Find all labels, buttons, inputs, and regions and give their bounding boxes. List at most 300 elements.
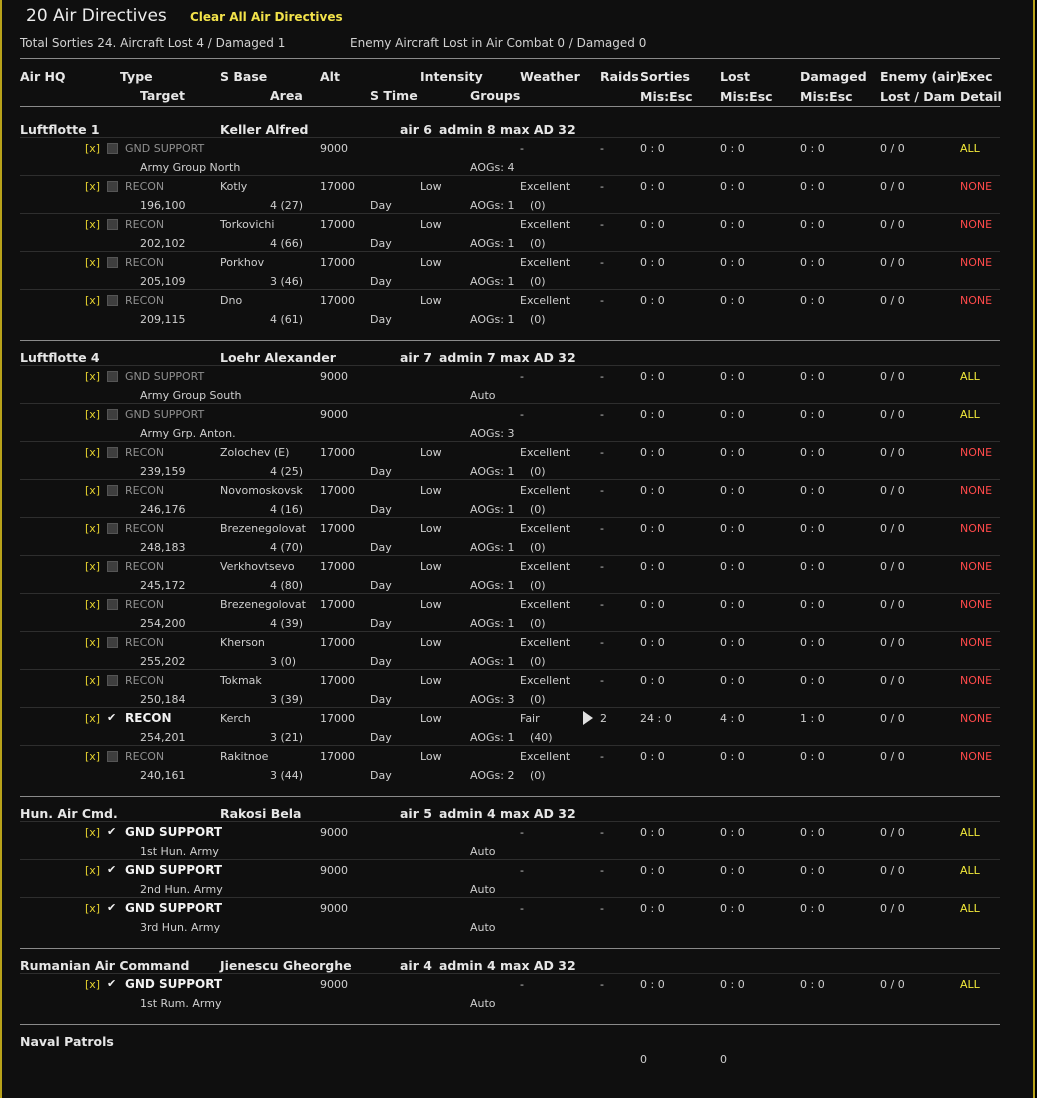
s-time: Day <box>370 769 392 782</box>
exec-detail-none[interactable]: NONE <box>960 750 993 763</box>
lost-mis-esc: 0 : 0 <box>720 902 745 915</box>
sorties-mis-esc: 0 : 0 <box>640 370 665 383</box>
altitude: 17000 <box>320 294 355 307</box>
sorties-mis-esc: 0 : 0 <box>640 484 665 497</box>
target[interactable]: 250,184 <box>140 693 186 706</box>
enemy-lost-dam: 0 / 0 <box>880 446 905 459</box>
intensity: Low <box>420 180 442 193</box>
damaged-mis-esc: 0 : 0 <box>800 864 825 877</box>
directive-checkbox[interactable]: ✔ <box>107 977 117 990</box>
divider <box>20 106 1000 107</box>
directive-checkbox[interactable] <box>107 751 118 762</box>
target[interactable]: 3rd Hun. Army <box>140 921 221 934</box>
groups-extra: (0) <box>530 503 546 516</box>
weather: Excellent <box>520 674 571 687</box>
groups: AOGs: 1 <box>470 503 515 516</box>
target[interactable]: 1st Rum. Army <box>140 997 222 1010</box>
raids: - <box>600 256 604 269</box>
directive-checkbox[interactable] <box>107 409 118 420</box>
target[interactable]: Army Group South <box>140 389 242 402</box>
groups: Auto <box>470 883 496 896</box>
area: 3 (39) <box>270 693 304 706</box>
raids: - <box>600 180 604 193</box>
directive-type[interactable]: GND SUPPORT <box>125 901 223 915</box>
enemy-lost-dam: 0 / 0 <box>880 598 905 611</box>
header-s-base: S Base <box>220 69 268 84</box>
weather: Excellent <box>520 446 571 459</box>
raids: - <box>600 750 604 763</box>
lost-mis-esc: 0 : 0 <box>720 674 745 687</box>
sorties-mis-esc: 0 : 0 <box>640 218 665 231</box>
row-divider <box>20 289 1000 290</box>
damaged-mis-esc: 0 : 0 <box>800 294 825 307</box>
header-weather: Weather <box>520 69 580 84</box>
directive-type[interactable]: GND SUPPORT <box>125 977 223 991</box>
altitude: 17000 <box>320 712 355 725</box>
lost-mis-esc: 0 : 0 <box>720 218 745 231</box>
raids: - <box>600 218 604 231</box>
raids: - <box>600 674 604 687</box>
sorties-mis-esc: 0 : 0 <box>640 142 665 155</box>
weather: Excellent <box>520 522 571 535</box>
groups: Auto <box>470 389 496 402</box>
s-time: Day <box>370 313 392 326</box>
exec-toggle-x[interactable]: [x] <box>85 370 101 383</box>
row-divider <box>20 441 1000 442</box>
lost-mis-esc: 0 : 0 <box>720 978 745 991</box>
s-time: Day <box>370 541 392 554</box>
sorties-mis-esc: 0 : 0 <box>640 598 665 611</box>
row-divider <box>20 631 1000 632</box>
exec-toggle-x[interactable]: [x] <box>85 674 101 687</box>
intensity: Low <box>420 712 442 725</box>
target[interactable]: 245,172 <box>140 579 186 592</box>
weather: Excellent <box>520 484 571 497</box>
altitude: 9000 <box>320 864 348 877</box>
lost-mis-esc: 0 : 0 <box>720 750 745 763</box>
exec-detail-all[interactable]: ALL <box>960 864 980 877</box>
row-divider <box>20 593 1000 594</box>
air-hq-name[interactable]: Luftflotte 1 <box>20 122 100 137</box>
s-time: Day <box>370 465 392 478</box>
groups: AOGs: 1 <box>470 275 515 288</box>
row-divider <box>20 365 1000 366</box>
groups-extra: (0) <box>530 693 546 706</box>
header-alt: Alt <box>320 69 340 84</box>
s-base: Kotly <box>220 180 248 193</box>
altitude: 17000 <box>320 446 355 459</box>
weather: - <box>520 826 524 839</box>
damaged-mis-esc: 0 : 0 <box>800 484 825 497</box>
target[interactable]: 255,202 <box>140 655 186 668</box>
target[interactable]: 248,183 <box>140 541 186 554</box>
groups: AOGs: 1 <box>470 199 515 212</box>
enemy-lost-dam: 0 / 0 <box>880 636 905 649</box>
exec-detail-none[interactable]: NONE <box>960 484 993 497</box>
air-hq-name[interactable]: Hun. Air Cmd. <box>20 806 118 821</box>
exec-detail-all[interactable]: ALL <box>960 408 980 421</box>
altitude: 17000 <box>320 218 355 231</box>
s-time: Day <box>370 275 392 288</box>
target[interactable]: 254,200 <box>140 617 186 630</box>
directive-checkbox[interactable]: ✔ <box>107 863 117 876</box>
divider <box>20 340 1000 341</box>
altitude: 17000 <box>320 522 355 535</box>
altitude: 17000 <box>320 636 355 649</box>
s-time: Day <box>370 655 392 668</box>
directive-checkbox[interactable] <box>107 143 118 154</box>
divider <box>20 948 1000 949</box>
divider <box>20 796 1000 797</box>
lost-mis-esc: 0 : 0 <box>720 826 745 839</box>
lost-mis-esc: 0 : 0 <box>720 256 745 269</box>
raids: - <box>600 978 604 991</box>
altitude: 9000 <box>320 826 348 839</box>
exec-toggle-x[interactable]: [x] <box>85 408 101 421</box>
directive-type[interactable]: GND SUPPORT <box>125 370 205 383</box>
s-time: Day <box>370 503 392 516</box>
exec-detail-all[interactable]: ALL <box>960 902 980 915</box>
exec-toggle-x[interactable]: [x] <box>85 712 101 725</box>
exec-toggle-x[interactable]: [x] <box>85 484 101 497</box>
target[interactable]: 196,100 <box>140 199 186 212</box>
target[interactable]: Army Grp. Anton. <box>140 427 236 440</box>
header-area: Area <box>270 88 303 103</box>
directive-type[interactable]: RECON <box>125 446 165 459</box>
directive-checkbox[interactable] <box>107 599 118 610</box>
s-base: Brezenegolovat <box>220 598 306 611</box>
sorties-mis-esc: 0 : 0 <box>640 256 665 269</box>
air-hq-admin-rating: admin 8 <box>439 122 496 137</box>
directive-checkbox[interactable] <box>107 485 118 496</box>
area: 4 (80) <box>270 579 304 592</box>
damaged-mis-esc: 0 : 0 <box>800 370 825 383</box>
exec-detail-none[interactable]: NONE <box>960 598 993 611</box>
altitude: 17000 <box>320 750 355 763</box>
directive-checkbox[interactable] <box>107 447 118 458</box>
weather: Excellent <box>520 636 571 649</box>
view-raids-arrow[interactable] <box>583 711 593 725</box>
enemy-lost-dam: 0 / 0 <box>880 864 905 877</box>
lost-mis-esc: 0 : 0 <box>720 598 745 611</box>
damaged-mis-esc: 0 : 0 <box>800 256 825 269</box>
damaged-mis-esc: 0 : 0 <box>800 902 825 915</box>
row-divider <box>20 745 1000 746</box>
row-divider <box>20 175 1000 176</box>
header-sorties-mis-esc: Mis:Esc <box>640 89 693 104</box>
directive-checkbox[interactable] <box>107 675 118 686</box>
target[interactable]: 2nd Hun. Army <box>140 883 223 896</box>
page-title: 20 Air Directives <box>26 6 167 26</box>
raids: - <box>600 408 604 421</box>
enemy-lost-dam: 0 / 0 <box>880 560 905 573</box>
lost-mis-esc: 0 : 0 <box>720 636 745 649</box>
target[interactable]: 202,102 <box>140 237 186 250</box>
header-s-time: S Time <box>370 88 418 103</box>
altitude: 9000 <box>320 902 348 915</box>
raids: 2 <box>600 712 607 725</box>
directive-type[interactable]: GND SUPPORT <box>125 408 205 421</box>
exec-toggle-x[interactable]: [x] <box>85 978 101 991</box>
directive-type[interactable]: RECON <box>125 522 165 535</box>
altitude: 17000 <box>320 484 355 497</box>
clear-all-air-directives-button[interactable]: Clear All Air Directives <box>190 10 343 24</box>
row-divider <box>20 669 1000 670</box>
intensity: Low <box>420 446 442 459</box>
exec-detail-all[interactable]: ALL <box>960 978 980 991</box>
exec-toggle-x[interactable]: [x] <box>85 750 101 763</box>
exec-toggle-x[interactable]: [x] <box>85 142 101 155</box>
damaged-mis-esc: 0 : 0 <box>800 826 825 839</box>
directive-type[interactable]: GND SUPPORT <box>125 825 223 839</box>
exec-detail-none[interactable]: NONE <box>960 218 993 231</box>
directive-checkbox[interactable]: ✔ <box>107 901 117 914</box>
directive-type[interactable]: RECON <box>125 256 165 269</box>
row-divider <box>20 479 1000 480</box>
weather: - <box>520 142 524 155</box>
directive-checkbox[interactable] <box>107 257 118 268</box>
directive-type[interactable]: RECON <box>125 674 165 687</box>
row-divider <box>20 403 1000 404</box>
s-base: Torkovichi <box>220 218 275 231</box>
naval-patrols-label: Naval Patrols <box>20 1034 114 1049</box>
intensity: Low <box>420 560 442 573</box>
directive-type[interactable]: RECON <box>125 636 165 649</box>
target[interactable]: 240,161 <box>140 769 186 782</box>
air-hq-admin-rating: admin 7 <box>439 350 496 365</box>
header-air-hq: Air HQ <box>20 69 66 84</box>
row-divider <box>20 707 1000 708</box>
raids: - <box>600 826 604 839</box>
directive-type[interactable]: RECON <box>125 560 165 573</box>
groups: AOGs: 1 <box>470 579 515 592</box>
exec-detail-none[interactable]: NONE <box>960 712 993 725</box>
weather: Excellent <box>520 256 571 269</box>
exec-detail-none[interactable]: NONE <box>960 674 993 687</box>
directive-type[interactable]: RECON <box>125 484 165 497</box>
damaged-mis-esc: 0 : 0 <box>800 218 825 231</box>
directive-checkbox[interactable] <box>107 219 118 230</box>
groups: AOGs: 2 <box>470 769 515 782</box>
exec-toggle-x[interactable]: [x] <box>85 864 101 877</box>
raids: - <box>600 370 604 383</box>
intensity: Low <box>420 750 442 763</box>
weather: Excellent <box>520 750 571 763</box>
directive-checkbox[interactable] <box>107 523 118 534</box>
weather: Excellent <box>520 294 571 307</box>
air-hq-admin-rating: admin 4 <box>439 958 496 973</box>
s-base: Kherson <box>220 636 265 649</box>
weather: - <box>520 864 524 877</box>
exec-detail-none[interactable]: NONE <box>960 256 993 269</box>
sorties-mis-esc: 0 : 0 <box>640 864 665 877</box>
target[interactable]: 239,159 <box>140 465 186 478</box>
damaged-mis-esc: 0 : 0 <box>800 560 825 573</box>
exec-toggle-x[interactable]: [x] <box>85 902 101 915</box>
s-base: Porkhov <box>220 256 265 269</box>
exec-detail-none[interactable]: NONE <box>960 446 993 459</box>
exec-detail-all[interactable]: ALL <box>960 142 980 155</box>
enemy-lost-dam: 0 / 0 <box>880 712 905 725</box>
exec-toggle-x[interactable]: [x] <box>85 256 101 269</box>
directive-checkbox[interactable]: ✔ <box>107 825 117 838</box>
air-hq-name[interactable]: Rumanian Air Command <box>20 958 190 973</box>
exec-detail-all[interactable]: ALL <box>960 826 980 839</box>
groups-extra: (0) <box>530 237 546 250</box>
enemy-lost-dam: 0 / 0 <box>880 218 905 231</box>
exec-toggle-x[interactable]: [x] <box>85 560 101 573</box>
groups-extra: (0) <box>530 655 546 668</box>
exec-detail-none[interactable]: NONE <box>960 560 993 573</box>
exec-detail-none[interactable]: NONE <box>960 294 993 307</box>
damaged-mis-esc: 0 : 0 <box>800 674 825 687</box>
air-hq-name[interactable]: Luftflotte 4 <box>20 350 100 365</box>
exec-toggle-x[interactable]: [x] <box>85 180 101 193</box>
intensity: Low <box>420 294 442 307</box>
row-divider <box>20 251 1000 252</box>
target[interactable]: Army Group North <box>140 161 241 174</box>
header-exec: Exec <box>960 69 993 84</box>
intensity: Low <box>420 674 442 687</box>
groups-extra: (0) <box>530 769 546 782</box>
groups-extra: (0) <box>530 275 546 288</box>
s-base: Tokmak <box>220 674 262 687</box>
groups: AOGs: 1 <box>470 313 515 326</box>
sorties-mis-esc: 0 : 0 <box>640 978 665 991</box>
area: 4 (25) <box>270 465 304 478</box>
raids: - <box>600 446 604 459</box>
directive-type[interactable]: RECON <box>125 180 165 193</box>
exec-toggle-x[interactable]: [x] <box>85 598 101 611</box>
exec-detail-none[interactable]: NONE <box>960 636 993 649</box>
area: 4 (39) <box>270 617 304 630</box>
exec-toggle-x[interactable]: [x] <box>85 636 101 649</box>
directive-type[interactable]: GND SUPPORT <box>125 863 223 877</box>
target[interactable]: 205,109 <box>140 275 186 288</box>
raids: - <box>600 484 604 497</box>
directive-checkbox[interactable] <box>107 561 118 572</box>
groups-extra: (0) <box>530 541 546 554</box>
groups: AOGs: 1 <box>470 655 515 668</box>
groups: Auto <box>470 845 496 858</box>
enemy-lost-dam: 0 / 0 <box>880 978 905 991</box>
enemy-lost-dam: 0 / 0 <box>880 826 905 839</box>
directive-checkbox[interactable] <box>107 181 118 192</box>
s-base: Rakitnoe <box>220 750 269 763</box>
raids: - <box>600 142 604 155</box>
exec-toggle-x[interactable]: [x] <box>85 294 101 307</box>
intensity: Low <box>420 256 442 269</box>
altitude: 17000 <box>320 180 355 193</box>
exec-detail-none[interactable]: NONE <box>960 522 993 535</box>
groups: AOGs: 1 <box>470 617 515 630</box>
sorties-mis-esc: 0 : 0 <box>640 446 665 459</box>
damaged-mis-esc: 0 : 0 <box>800 408 825 421</box>
altitude: 17000 <box>320 256 355 269</box>
area: 4 (27) <box>270 199 304 212</box>
damaged-mis-esc: 0 : 0 <box>800 522 825 535</box>
header-lost-dam: Lost / Dam <box>880 89 956 104</box>
groups: AOGs: 1 <box>470 237 515 250</box>
air-hq-air-rating: air 5 <box>400 806 432 821</box>
directive-type[interactable]: RECON <box>125 711 172 725</box>
row-divider <box>20 517 1000 518</box>
exec-toggle-x[interactable]: [x] <box>85 826 101 839</box>
directive-checkbox[interactable] <box>107 637 118 648</box>
header-detail: Detail <box>960 89 1002 104</box>
air-hq-max-ad: max AD 32 <box>500 350 576 365</box>
exec-detail-none[interactable]: NONE <box>960 180 993 193</box>
naval-lost-value: 0 <box>720 1053 727 1066</box>
lost-mis-esc: 4 : 0 <box>720 712 745 725</box>
lost-mis-esc: 0 : 0 <box>720 142 745 155</box>
weather: Excellent <box>520 218 571 231</box>
lost-mis-esc: 0 : 0 <box>720 864 745 877</box>
target[interactable]: 246,176 <box>140 503 186 516</box>
air-hq-max-ad: max AD 32 <box>500 806 576 821</box>
lost-mis-esc: 0 : 0 <box>720 522 745 535</box>
damaged-mis-esc: 0 : 0 <box>800 142 825 155</box>
altitude: 9000 <box>320 978 348 991</box>
exec-toggle-x[interactable]: [x] <box>85 218 101 231</box>
sorties-mis-esc: 24 : 0 <box>640 712 672 725</box>
row-divider <box>20 213 1000 214</box>
directive-checkbox[interactable]: ✔ <box>107 711 117 724</box>
directive-checkbox[interactable] <box>107 371 118 382</box>
directive-checkbox[interactable] <box>107 295 118 306</box>
area: 3 (0) <box>270 655 297 668</box>
target[interactable]: 1st Hun. Army <box>140 845 219 858</box>
directive-type[interactable]: RECON <box>125 598 165 611</box>
sorties-mis-esc: 0 : 0 <box>640 826 665 839</box>
divider <box>20 1024 1000 1025</box>
s-base: Brezenegolovat <box>220 522 306 535</box>
exec-toggle-x[interactable]: [x] <box>85 522 101 535</box>
enemy-lost-dam: 0 / 0 <box>880 750 905 763</box>
s-base: Kerch <box>220 712 251 725</box>
damaged-mis-esc: 0 : 0 <box>800 598 825 611</box>
target[interactable]: 254,201 <box>140 731 186 744</box>
raids: - <box>600 522 604 535</box>
groups: AOGs: 3 <box>470 427 515 440</box>
directive-type[interactable]: GND SUPPORT <box>125 142 205 155</box>
air-hq-commander: Loehr Alexander <box>220 350 336 365</box>
sorties-mis-esc: 0 : 0 <box>640 636 665 649</box>
directive-type[interactable]: RECON <box>125 218 165 231</box>
exec-detail-all[interactable]: ALL <box>960 370 980 383</box>
target[interactable]: 209,115 <box>140 313 186 326</box>
air-hq-air-rating: air 6 <box>400 122 432 137</box>
enemy-lost-dam: 0 / 0 <box>880 408 905 421</box>
area: 3 (46) <box>270 275 304 288</box>
altitude: 9000 <box>320 370 348 383</box>
header-type: Type <box>120 69 153 84</box>
raids: - <box>600 902 604 915</box>
directive-type[interactable]: RECON <box>125 750 165 763</box>
air-hq-admin-rating: admin 4 <box>439 806 496 821</box>
intensity: Low <box>420 598 442 611</box>
raids: - <box>600 294 604 307</box>
lost-mis-esc: 0 : 0 <box>720 446 745 459</box>
air-hq-commander: Rakosi Bela <box>220 806 302 821</box>
exec-toggle-x[interactable]: [x] <box>85 446 101 459</box>
damaged-mis-esc: 0 : 0 <box>800 180 825 193</box>
directive-type[interactable]: RECON <box>125 294 165 307</box>
header-enemy-air: Enemy (air) <box>880 69 962 84</box>
damaged-mis-esc: 0 : 0 <box>800 750 825 763</box>
air-hq-air-rating: air 7 <box>400 350 432 365</box>
header-intensity: Intensity <box>420 69 483 84</box>
